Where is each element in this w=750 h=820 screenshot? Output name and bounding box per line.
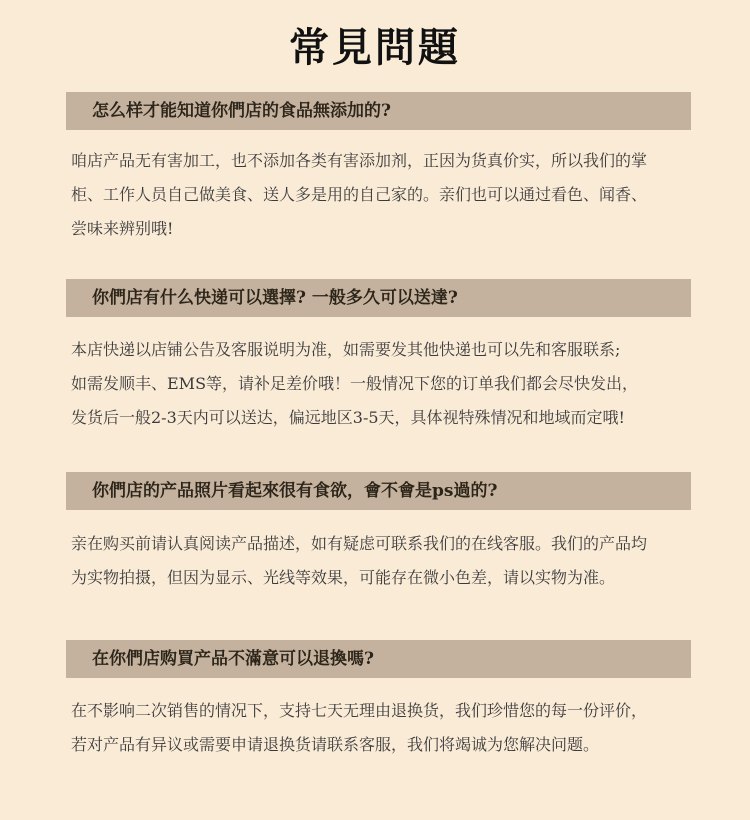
- faq-question: 在你們店购買产品不滿意可以退換嗎?: [66, 640, 691, 678]
- faq-answer: 亲在购买前请认真阅读产品描述，如有疑虑可联系我们的在线客服。我们的产品均 为实物拍摄，但因为显示、光线等效果，可能存在微小色差，请以实物为准。: [71, 534, 648, 587]
- faq-question: 你們店的产品照片看起來很有食欲，會不會是ps過的?: [66, 472, 691, 510]
- faq-question: 你們店有什么快递可以選擇? 一般多久可以送達?: [66, 279, 691, 317]
- faq-question: 怎么样才能知道你們店的食品無添加的?: [66, 92, 691, 130]
- faq-answer: 在不影响二次销售的情况下，支持七天无理由退换货，我们珍惜您的每一份评价， 若对产品有异议或需要申请退换货请联系客服，我们将竭诚为您解决问题。: [71, 701, 648, 754]
- page-title: 常見問題: [289, 24, 461, 71]
- faq-answer: 本店快递以店铺公告及客服说明为准，如需要发其他快递也可以先和客服联系; 如需发顺丰、EMS等，请补足差价哦！一般情况下您的订单我们都会尽快发出， 发货后一般2-3天内可以送达，偏远地区3-5天，具体视特殊情况和地域而定哦!: [71, 340, 639, 427]
- faq-answer: 咱店产品无有害加工，也不添加各类有害添加剂，正因为货真价实，所以我们的掌 柜、工作人员自己做美食、送人多是用的自己家的。亲们也可以通过看色、闻香、 尝味来辨别哦!: [71, 151, 648, 238]
